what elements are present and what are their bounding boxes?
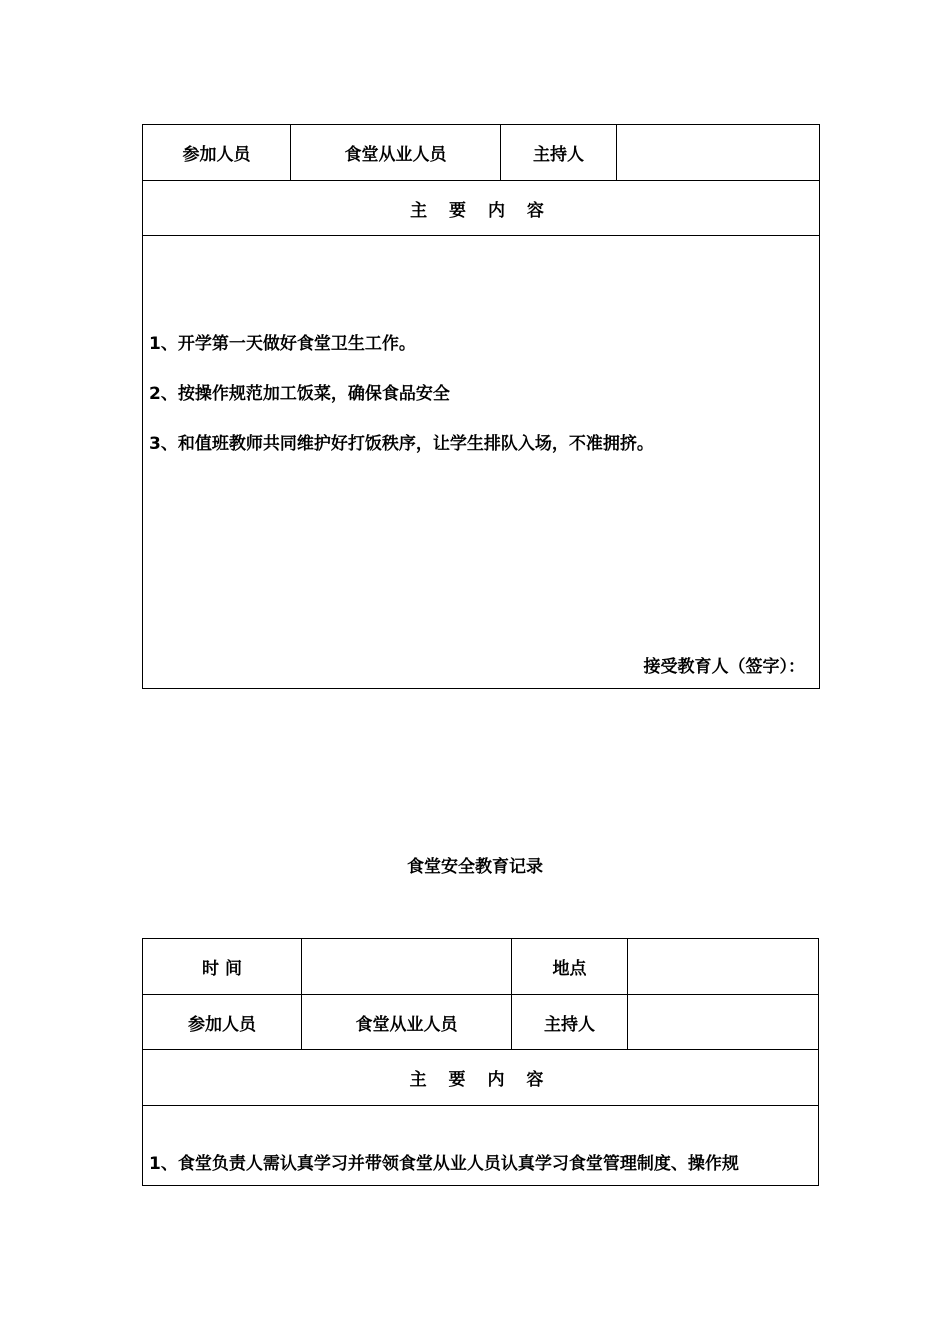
education-record-table-2 — [142, 938, 819, 1186]
education-record-table-1 — [142, 124, 820, 689]
time-value — [302, 939, 512, 995]
place-label: 地点 — [512, 939, 628, 995]
content-item: 2、按操作规范加工饭菜，确保食品安全 — [149, 384, 450, 404]
host-value — [628, 995, 819, 1050]
host-label: 主持人 — [501, 125, 617, 181]
host-label: 主持人 — [512, 995, 628, 1050]
participants-label: 参加人员 — [143, 995, 302, 1050]
content-body — [143, 236, 820, 689]
participants-label: 参加人员 — [143, 125, 291, 181]
record-title: 食堂安全教育记录 — [407, 857, 543, 877]
participants-value: 食堂从业人员 — [302, 995, 512, 1050]
content-item: 1、食堂负责人需认真学习并带领食堂从业人员认真学习食堂管理制度、操作规 — [149, 1154, 739, 1174]
signature-label: 接受教育人（签字）： — [643, 657, 805, 677]
time-label: 时 间 — [143, 939, 302, 995]
participants-value: 食堂从业人员 — [291, 125, 501, 181]
host-value — [617, 125, 820, 181]
content-item: 3、和值班教师共同维护好打饭秩序，让学生排队入场，不准拥挤。 — [149, 434, 654, 454]
place-value — [628, 939, 819, 995]
content-item: 1、开学第一天做好食堂卫生工作。 — [149, 334, 416, 354]
content-body — [143, 1106, 819, 1186]
content-header: 主 要 内 容 — [143, 1050, 819, 1106]
content-header: 主 要 内 容 — [143, 181, 820, 236]
